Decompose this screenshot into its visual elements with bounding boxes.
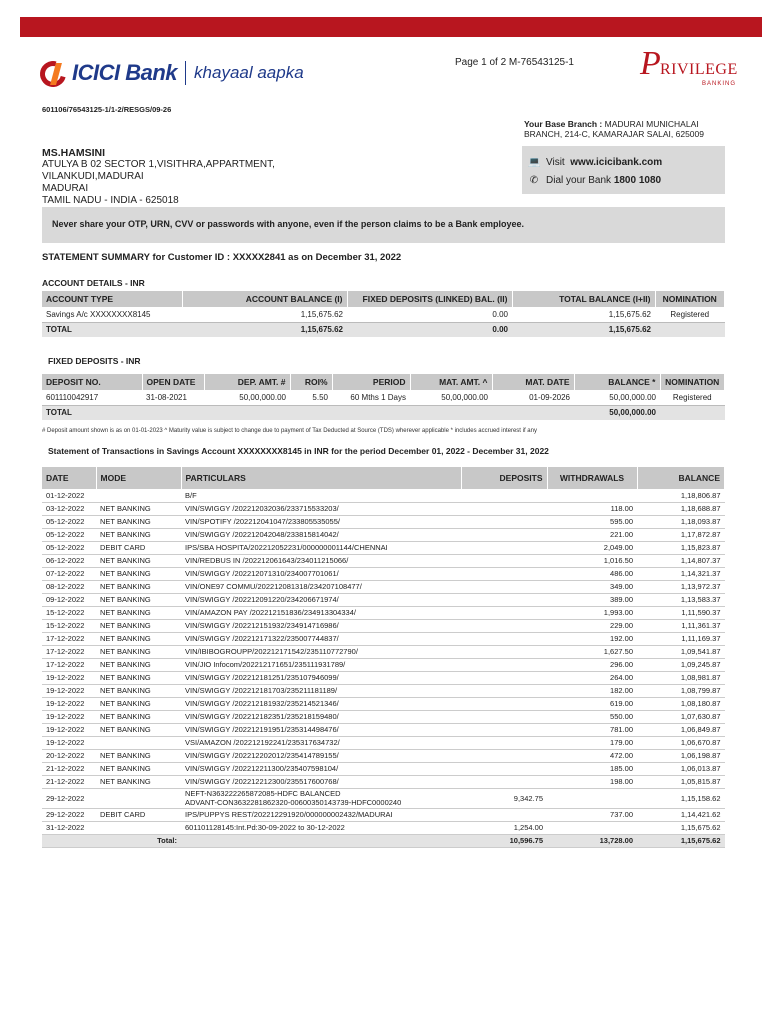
cell: 19-12-2022 bbox=[42, 671, 96, 684]
cell: 1,993.00 bbox=[547, 606, 637, 619]
top-brand-bar bbox=[20, 17, 762, 37]
cell: VIN/AMAZON PAY /202212151836/234913304334/ bbox=[181, 606, 461, 619]
cell: 595.00 bbox=[547, 515, 637, 528]
cell: 601101128145:Int.Pd:30-09-2022 to 30-12-2022 bbox=[181, 821, 461, 834]
col-header: DATE bbox=[42, 467, 96, 489]
cell: 9,342.75 bbox=[461, 788, 547, 808]
cell: 1,15,675.62 bbox=[637, 834, 725, 847]
cell: 1,11,169.37 bbox=[637, 632, 725, 645]
table-row bbox=[42, 515, 725, 528]
statement-summary-title: STATEMENT SUMMARY for Customer ID : XXXXX2841 as on December 31, 2022 bbox=[42, 252, 402, 263]
address-line: TAMIL NADU - INDIA - 625018 bbox=[42, 195, 179, 206]
cell: 13,728.00 bbox=[547, 834, 637, 847]
cell: 50,00,000.00 bbox=[574, 390, 660, 405]
cell: Registered bbox=[655, 307, 725, 322]
computer-icon: 💻 bbox=[528, 156, 541, 168]
cell: 01-09-2026 bbox=[492, 390, 574, 405]
fd-footnote: # Deposit amount shown is as on 01-01-2023 ^ Maturity value is subject to change due to payment of Tax Deducted at Source (TDS) wherever applicable * includes accrued interest if any bbox=[42, 428, 537, 434]
cell: 17-12-2022 bbox=[42, 632, 96, 645]
cell: 50,00,000.00 bbox=[204, 390, 290, 405]
cell: Savings A/c XXXXXXXX8145 bbox=[42, 307, 182, 322]
document-code: 601106/76543125-1/1-2/RESGS/09-26 bbox=[42, 105, 172, 114]
cell: 1,18,093.87 bbox=[637, 515, 725, 528]
cell: 1,11,361.37 bbox=[637, 619, 725, 632]
table-row bbox=[42, 645, 725, 658]
cell: DEBIT CARD bbox=[96, 541, 181, 554]
cell bbox=[461, 749, 547, 762]
cell: NET BANKING bbox=[96, 710, 181, 723]
cell: 05-12-2022 bbox=[42, 515, 96, 528]
col-header: DEP. AMT. # bbox=[204, 374, 290, 390]
cell: 179.00 bbox=[547, 736, 637, 749]
table-row bbox=[42, 736, 725, 749]
cell bbox=[290, 405, 332, 420]
dial-label: Dial your Bank bbox=[546, 174, 612, 186]
cell bbox=[96, 821, 181, 834]
cell: VIN/SWIGGY /202212171322/235007744837/ bbox=[181, 632, 461, 645]
cell bbox=[461, 723, 547, 736]
cell bbox=[461, 554, 547, 567]
cell bbox=[461, 658, 547, 671]
visit-label: Visit bbox=[546, 156, 565, 168]
cell bbox=[461, 736, 547, 749]
cell bbox=[655, 322, 725, 337]
cell: NET BANKING bbox=[96, 619, 181, 632]
cell: 31-12-2022 bbox=[42, 821, 96, 834]
cell: 15-12-2022 bbox=[42, 619, 96, 632]
cell: VIN/SWIGGY /202212091220/234206671974/ bbox=[181, 593, 461, 606]
cell bbox=[142, 405, 204, 420]
table-row bbox=[42, 723, 725, 736]
table-row bbox=[42, 808, 725, 821]
table-row bbox=[42, 502, 725, 515]
cell: 05-12-2022 bbox=[42, 541, 96, 554]
cell: IPS/PUPPYS REST/202212291920/000000002432/MADURAI bbox=[181, 808, 461, 821]
cell: 1,06,198.87 bbox=[637, 749, 725, 762]
col-header: MODE bbox=[96, 467, 181, 489]
total-row bbox=[42, 834, 725, 847]
table-row bbox=[42, 554, 725, 567]
cell bbox=[461, 489, 547, 502]
cell: 03-12-2022 bbox=[42, 502, 96, 515]
cell: 1,08,981.87 bbox=[637, 671, 725, 684]
account-details-table bbox=[42, 291, 725, 337]
cell: 06-12-2022 bbox=[42, 554, 96, 567]
base-branch bbox=[524, 119, 754, 139]
cell: 1,17,872.87 bbox=[637, 528, 725, 541]
cell: VIN/IBIBOGROUPP/202212171542/235110772790/ bbox=[181, 645, 461, 658]
cell bbox=[547, 788, 637, 808]
fixed-deposits-title: FIXED DEPOSITS - INR bbox=[48, 356, 141, 366]
address-line: VILANKUDI,MADURAI bbox=[42, 171, 144, 182]
table-row bbox=[42, 749, 725, 762]
table-row bbox=[42, 593, 725, 606]
cell: 29-12-2022 bbox=[42, 808, 96, 821]
cell bbox=[461, 502, 547, 515]
table-header-row bbox=[42, 467, 725, 489]
col-header: OPEN DATE bbox=[142, 374, 204, 390]
cell: 1,14,421.62 bbox=[637, 808, 725, 821]
transactions-title: Statement of Transactions in Savings Account XXXXXXXX8145 in INR for the period December 01, 2022 - December 31, 2022 bbox=[48, 446, 549, 456]
col-header: MAT. DATE bbox=[492, 374, 574, 390]
cell bbox=[461, 762, 547, 775]
website-link[interactable]: www.icicibank.com bbox=[570, 156, 663, 168]
cell: 550.00 bbox=[547, 710, 637, 723]
table-header-row bbox=[42, 374, 725, 390]
privilege-initial: P bbox=[640, 45, 661, 82]
cell: Total: bbox=[96, 834, 181, 847]
cell bbox=[461, 684, 547, 697]
cell: 1,18,688.87 bbox=[637, 502, 725, 515]
fixed-deposits-table bbox=[42, 374, 725, 420]
cell: 29-12-2022 bbox=[42, 788, 96, 808]
cell: 31-08-2021 bbox=[142, 390, 204, 405]
table-row bbox=[42, 541, 725, 554]
cell: 1,08,799.87 bbox=[637, 684, 725, 697]
cell: 17-12-2022 bbox=[42, 658, 96, 671]
cell bbox=[332, 405, 410, 420]
col-header: ACCOUNT BALANCE (I) bbox=[182, 291, 347, 307]
privilege-word: RIVILEGE bbox=[660, 61, 738, 78]
address-line: MADURAI bbox=[42, 183, 89, 194]
cell: 182.00 bbox=[547, 684, 637, 697]
cell: 5.50 bbox=[290, 390, 332, 405]
cell bbox=[410, 405, 492, 420]
contact-box bbox=[522, 146, 725, 194]
account-details-title: ACCOUNT DETAILS - INR bbox=[42, 278, 145, 288]
cell: 01-12-2022 bbox=[42, 489, 96, 502]
cell bbox=[461, 580, 547, 593]
cell: 486.00 bbox=[547, 567, 637, 580]
cell bbox=[461, 515, 547, 528]
col-header: BALANCE bbox=[637, 467, 725, 489]
cell bbox=[461, 697, 547, 710]
cell: B/F bbox=[181, 489, 461, 502]
table-row bbox=[42, 788, 725, 808]
cell: NET BANKING bbox=[96, 723, 181, 736]
cell bbox=[181, 834, 461, 847]
col-header: FIXED DEPOSITS (LINKED) BAL. (II) bbox=[347, 291, 512, 307]
table-row bbox=[42, 528, 725, 541]
cell: NET BANKING bbox=[96, 632, 181, 645]
col-header: NOMINATION bbox=[660, 374, 725, 390]
cell: NET BANKING bbox=[96, 762, 181, 775]
cell: 619.00 bbox=[547, 697, 637, 710]
cell bbox=[547, 489, 637, 502]
cell: 296.00 bbox=[547, 658, 637, 671]
cell: 05-12-2022 bbox=[42, 528, 96, 541]
cell: NET BANKING bbox=[96, 528, 181, 541]
cell: 1,15,675.62 bbox=[182, 307, 347, 322]
cell: 118.00 bbox=[547, 502, 637, 515]
cell: VIN/SWIGGY /202212181703/235211181189/ bbox=[181, 684, 461, 697]
cell: 1,08,180.87 bbox=[637, 697, 725, 710]
cell: VIN/SWIGGY /202212202012/235414789155/ bbox=[181, 749, 461, 762]
total-row bbox=[42, 405, 725, 420]
icici-logo-icon bbox=[40, 58, 70, 88]
bank-name: ICICI Bank bbox=[72, 60, 178, 85]
cell: NET BANKING bbox=[96, 684, 181, 697]
cell: 1,15,823.87 bbox=[637, 541, 725, 554]
cell: 19-12-2022 bbox=[42, 736, 96, 749]
cell: 349.00 bbox=[547, 580, 637, 593]
cell: 1,06,013.87 bbox=[637, 762, 725, 775]
cell: NET BANKING bbox=[96, 645, 181, 658]
cell: 229.00 bbox=[547, 619, 637, 632]
table-header-row bbox=[42, 291, 725, 307]
col-header: DEPOSITS bbox=[461, 467, 547, 489]
cell: 17-12-2022 bbox=[42, 645, 96, 658]
cell: VIN/SWIGGY /202212211300/235407598104/ bbox=[181, 762, 461, 775]
cell bbox=[492, 405, 574, 420]
security-warning: Never share your OTP, URN, CVV or passwords with anyone, even if the person claims to be a Bank employee. bbox=[42, 207, 725, 243]
cell bbox=[42, 834, 96, 847]
cell: 60 Mths 1 Days bbox=[332, 390, 410, 405]
cell: DEBIT CARD bbox=[96, 808, 181, 821]
col-header: TOTAL BALANCE (I+II) bbox=[512, 291, 655, 307]
cell: VIN/SWIGGY /202212181932/235214521346/ bbox=[181, 697, 461, 710]
cell: 1,13,583.37 bbox=[637, 593, 725, 606]
cell: 19-12-2022 bbox=[42, 723, 96, 736]
cell: 1,09,245.87 bbox=[637, 658, 725, 671]
cell: 20-12-2022 bbox=[42, 749, 96, 762]
cell: NET BANKING bbox=[96, 515, 181, 528]
customer-name: MS.HAMSINI bbox=[42, 147, 105, 159]
col-header: PERIOD bbox=[332, 374, 410, 390]
table-row bbox=[42, 390, 725, 405]
table-row bbox=[42, 658, 725, 671]
branch-label: Your Base Branch : bbox=[524, 119, 603, 129]
col-header: PARTICULARS bbox=[181, 467, 461, 489]
cell bbox=[461, 541, 547, 554]
customer-address bbox=[42, 159, 275, 207]
cell: VSI/AMAZON /202212192241/235317634732/ bbox=[181, 736, 461, 749]
table-row bbox=[42, 606, 725, 619]
cell bbox=[204, 405, 290, 420]
cell bbox=[461, 808, 547, 821]
cell: 192.00 bbox=[547, 632, 637, 645]
table-row bbox=[42, 307, 725, 322]
transactions-table bbox=[42, 467, 725, 848]
cell: 264.00 bbox=[547, 671, 637, 684]
cell: VIN/SWIGGY /202212181251/235107946099/ bbox=[181, 671, 461, 684]
cell: VIN/JIO Infocom/202212171651/235111931789/ bbox=[181, 658, 461, 671]
cell: NET BANKING bbox=[96, 554, 181, 567]
cell: 389.00 bbox=[547, 593, 637, 606]
cell bbox=[96, 788, 181, 808]
cell: 1,15,675.62 bbox=[637, 821, 725, 834]
cell: 15-12-2022 bbox=[42, 606, 96, 619]
cell: VIN/SWIGGY /202212042048/233815814042/ bbox=[181, 528, 461, 541]
cell: 1,15,158.62 bbox=[637, 788, 725, 808]
col-header: ROI% bbox=[290, 374, 332, 390]
cell: NET BANKING bbox=[96, 606, 181, 619]
cell: NET BANKING bbox=[96, 502, 181, 515]
cell bbox=[660, 405, 725, 420]
table-row bbox=[42, 710, 725, 723]
table-row bbox=[42, 489, 725, 502]
cell: 19-12-2022 bbox=[42, 684, 96, 697]
table-row bbox=[42, 697, 725, 710]
cell: 1,15,675.62 bbox=[512, 307, 655, 322]
cell: VIN/SPOTIFY /202212041047/233805535055/ bbox=[181, 515, 461, 528]
phone-icon: ✆ bbox=[529, 174, 539, 186]
bank-tagline: khayaal aapka bbox=[194, 63, 304, 82]
cell: NET BANKING bbox=[96, 775, 181, 788]
dial-number: 1800 1080 bbox=[613, 174, 662, 186]
cell: NET BANKING bbox=[96, 697, 181, 710]
cell: 09-12-2022 bbox=[42, 593, 96, 606]
cell: 21-12-2022 bbox=[42, 775, 96, 788]
cell: 1,627.50 bbox=[547, 645, 637, 658]
table-row bbox=[42, 762, 725, 775]
cell: 185.00 bbox=[547, 762, 637, 775]
cell: TOTAL bbox=[42, 405, 142, 420]
page-reference: Page 1 of 2 M-76543125-1 bbox=[455, 57, 574, 68]
col-header: NOMINATION bbox=[655, 291, 725, 307]
col-header: BALANCE * bbox=[574, 374, 660, 390]
cell: VIN/SWIGGY /202212032036/233715533203/ bbox=[181, 502, 461, 515]
cell: NET BANKING bbox=[96, 749, 181, 762]
cell: 1,06,849.87 bbox=[637, 723, 725, 736]
cell: 0.00 bbox=[347, 307, 512, 322]
cell: 1,18,806.87 bbox=[637, 489, 725, 502]
total-row bbox=[42, 322, 725, 337]
cell: 19-12-2022 bbox=[42, 697, 96, 710]
cell bbox=[461, 567, 547, 580]
cell: 737.00 bbox=[547, 808, 637, 821]
col-header: MAT. AMT. ^ bbox=[410, 374, 492, 390]
table-row bbox=[42, 671, 725, 684]
cell bbox=[547, 821, 637, 834]
cell: VIN/SWIGGY /202212212300/235517600768/ bbox=[181, 775, 461, 788]
cell: 19-12-2022 bbox=[42, 710, 96, 723]
privilege-sub: BANKING bbox=[702, 81, 737, 87]
cell bbox=[461, 528, 547, 541]
cell: NET BANKING bbox=[96, 567, 181, 580]
cell: 198.00 bbox=[547, 775, 637, 788]
cell: 1,09,541.87 bbox=[637, 645, 725, 658]
cell: Registered bbox=[660, 390, 725, 405]
transactions-body bbox=[42, 489, 725, 847]
cell bbox=[461, 645, 547, 658]
cell: 1,254.00 bbox=[461, 821, 547, 834]
cell: 07-12-2022 bbox=[42, 567, 96, 580]
privilege-banking-logo bbox=[640, 45, 740, 93]
icici-logo bbox=[40, 58, 304, 88]
cell: VIN/SWIGGY /202212191951/235314498476/ bbox=[181, 723, 461, 736]
cell: 1,11,590.37 bbox=[637, 606, 725, 619]
cell: 08-12-2022 bbox=[42, 580, 96, 593]
cell: VIN/SWIGGY /202212182351/235218159480/ bbox=[181, 710, 461, 723]
branch-line2: BRANCH, 214-C, KAMARAJAR SALAI, 625009 bbox=[524, 129, 704, 139]
table-row bbox=[42, 619, 725, 632]
cell: 221.00 bbox=[547, 528, 637, 541]
col-header: WITHDRAWALS bbox=[547, 467, 637, 489]
cell bbox=[461, 671, 547, 684]
cell bbox=[461, 632, 547, 645]
col-header: ACCOUNT TYPE bbox=[42, 291, 182, 307]
cell bbox=[461, 775, 547, 788]
cell: 50,00,000.00 bbox=[410, 390, 492, 405]
cell: NET BANKING bbox=[96, 671, 181, 684]
cell: 1,14,321.37 bbox=[637, 567, 725, 580]
cell: NEFT-N363222265872085-HDFC BALANCED ADVANT-CON3632281862320-00600350143739-HDFC0000240 bbox=[181, 788, 461, 808]
cell bbox=[461, 593, 547, 606]
table-row bbox=[42, 580, 725, 593]
cell: 781.00 bbox=[547, 723, 637, 736]
cell: VIN/SWIGGY /202212071310/234007701061/ bbox=[181, 567, 461, 580]
cell: NET BANKING bbox=[96, 658, 181, 671]
branch-line1: MADURAI MUNICHALAI bbox=[602, 119, 699, 129]
table-row bbox=[42, 775, 725, 788]
cell: 50,00,000.00 bbox=[574, 405, 660, 420]
cell: VIN/ONE97 COMMU/202212081318/234207108477/ bbox=[181, 580, 461, 593]
cell: NET BANKING bbox=[96, 593, 181, 606]
cell: 2,049.00 bbox=[547, 541, 637, 554]
cell: 1,15,675.62 bbox=[182, 322, 347, 337]
cell: TOTAL bbox=[42, 322, 182, 337]
cell: 1,06,670.87 bbox=[637, 736, 725, 749]
cell: 0.00 bbox=[347, 322, 512, 337]
cell: 1,13,972.37 bbox=[637, 580, 725, 593]
cell: NET BANKING bbox=[96, 580, 181, 593]
cell: VIN/REDBUS IN /202212061643/234011215066/ bbox=[181, 554, 461, 567]
cell bbox=[461, 619, 547, 632]
cell: 1,016.50 bbox=[547, 554, 637, 567]
cell bbox=[96, 489, 181, 502]
table-row bbox=[42, 632, 725, 645]
cell: 10,596.75 bbox=[461, 834, 547, 847]
cell: 472.00 bbox=[547, 749, 637, 762]
cell bbox=[461, 710, 547, 723]
cell: 1,14,807.37 bbox=[637, 554, 725, 567]
cell: 1,15,675.62 bbox=[512, 322, 655, 337]
table-row bbox=[42, 821, 725, 834]
cell: VIN/SWIGGY /202212151932/234914716986/ bbox=[181, 619, 461, 632]
cell: IPS/SBA HOSPITA/202212052231/000000001144/CHENNAI bbox=[181, 541, 461, 554]
table-row bbox=[42, 684, 725, 697]
table-row bbox=[42, 567, 725, 580]
address-line: ATULYA B 02 SECTOR 1,VISITHRA,APPARTMENT, bbox=[42, 159, 275, 170]
logo-divider bbox=[185, 61, 186, 85]
cell: 1,05,815.87 bbox=[637, 775, 725, 788]
cell bbox=[461, 606, 547, 619]
cell: 21-12-2022 bbox=[42, 762, 96, 775]
cell bbox=[96, 736, 181, 749]
cell: 601110042917 bbox=[42, 390, 142, 405]
col-header: DEPOSIT NO. bbox=[42, 374, 142, 390]
cell: 1,07,630.87 bbox=[637, 710, 725, 723]
